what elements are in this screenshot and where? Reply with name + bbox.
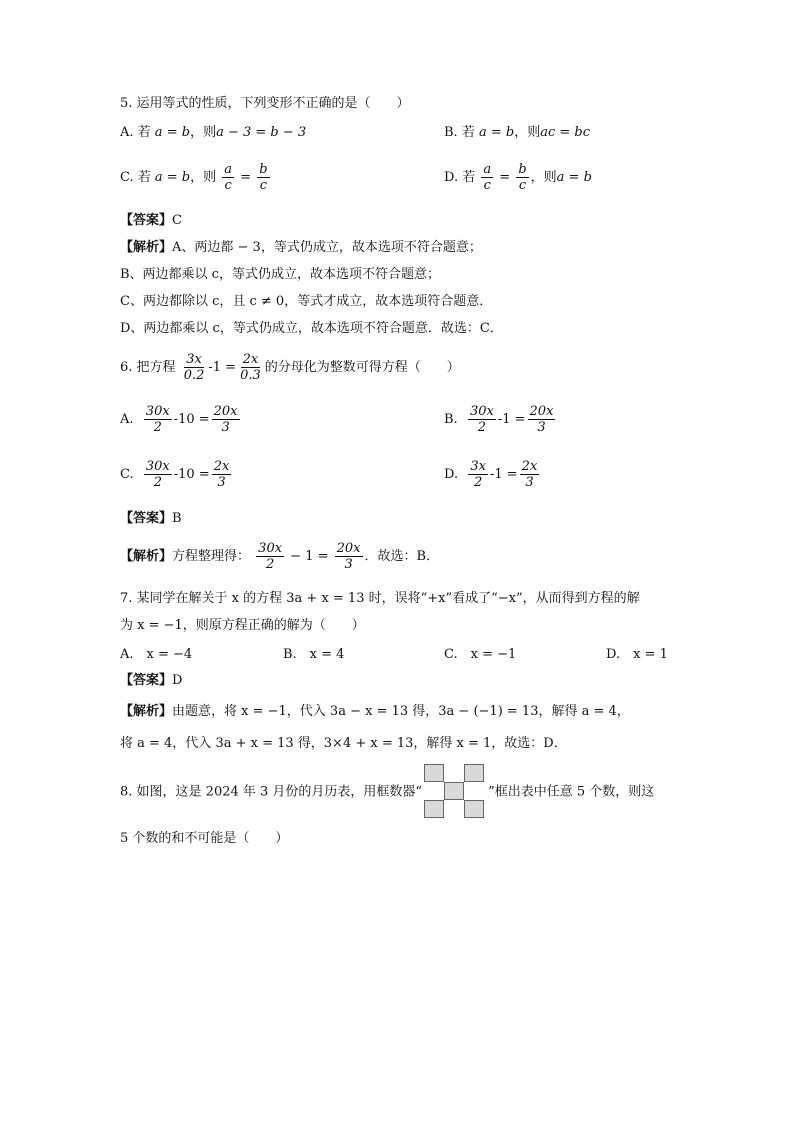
answer-label: 【答案】 <box>120 213 173 228</box>
fraction: $\frac{20x}{3}$ <box>336 541 361 572</box>
cross-frame-icon <box>424 764 486 820</box>
fraction: $\frac{30x}{2}$ <box>145 404 170 435</box>
answer-value: B <box>172 511 182 526</box>
q7-answer <box>120 672 182 690</box>
q8-stem-1: 8. 如图，这是 2024 年 3 月份的月历表，用框数器“ ”框出表中任意 5 个数，则这 <box>120 764 654 821</box>
math-expr: a − 3 = b − 3 <box>216 125 307 140</box>
option-label: D. <box>444 467 459 482</box>
option-label: A. 若 <box>120 125 151 140</box>
fraction: $\frac{20x}{3}$ <box>213 404 238 435</box>
fraction: $\frac{b}{c}$ <box>259 162 268 193</box>
q5-answer <box>120 212 182 230</box>
q7-stem-2: 为 x = −1，则原方程正确的解为（ ） <box>120 618 365 633</box>
fraction: $\frac{30x}{2}$ <box>145 459 170 490</box>
option-label: C. <box>120 467 134 482</box>
fraction: $\frac{20x}{3}$ <box>529 404 554 435</box>
q5-option-a: A. 若 a = b，则a − 3 = b − 3 <box>120 125 307 140</box>
q7-option-d: D. x = 1 <box>606 647 668 662</box>
fraction: $\frac{30x}{2}$ <box>469 404 494 435</box>
analysis-label: 【解析】 <box>120 549 173 564</box>
q5-analysis-4: D、两边都乘以 c，等式仍成立，故本选项不符合题意．故选：C． <box>120 321 503 336</box>
q6-option-c: C. $\frac{30x}{2}$ -10 = $\frac{2x}{3}$ <box>120 459 230 490</box>
q5-option-d: D. 若 $\frac{a}{c}$ = $\frac{b}{c}$ ，则a = b <box>444 162 592 193</box>
math-expr: a = b <box>478 125 515 140</box>
q5-option-b: B. 若 a = b，则ac = bc <box>444 125 591 140</box>
fraction: $\frac{2x}{0.3}$ <box>240 352 261 383</box>
option-label: B. <box>444 412 458 427</box>
q6-answer <box>120 510 182 528</box>
fraction: $\frac{a}{c}$ <box>224 162 233 193</box>
option-label: D. 若 <box>444 170 476 185</box>
fraction: $\frac{2x}{3}$ <box>213 459 230 490</box>
fraction: $\frac{a}{c}$ <box>483 162 492 193</box>
q6-option-d: D. $\frac{3x}{2}$ -1 = $\frac{2x}{3}$ <box>444 459 538 490</box>
q5-analysis-1: 【解析】A、两边都 − 3，等式仍成立，故本选项不符合题意； <box>120 240 482 255</box>
q6-analysis: 【解析】方程整理得： $\frac{30x}{2}$ − 1 = $\frac{20x}{3}$ ．故选：B． <box>120 541 440 572</box>
analysis-label: 【解析】 <box>120 240 173 255</box>
q7-option-c: C. x = −1 <box>444 647 517 662</box>
analysis-label: 【解析】 <box>120 704 173 719</box>
q7-analysis-1: 【解析】由题意，将 x = −1，代入 3a − x = 13 得，3a − (−1) = 13，解得 a = 4， <box>120 704 630 719</box>
fraction: $\frac{2x}{3}$ <box>521 459 538 490</box>
math-expr: a = b <box>154 170 191 185</box>
fraction: $\frac{3x}{0.2}$ <box>183 352 205 383</box>
answer-label: 【答案】 <box>120 673 173 688</box>
q6-option-a: A. $\frac{30x}{2}$ -10 = $\frac{20x}{3}$ <box>120 404 238 435</box>
answer-value: C <box>172 213 182 228</box>
fraction: $\frac{3x}{2}$ <box>470 459 486 490</box>
option-label: C. 若 <box>120 170 151 185</box>
q6-stem: 6. 把方程 $\frac{3x}{0.2}$ -1 = $\frac{2x}{0.3}$ 的分母化为整数可得方程（ ） <box>120 352 460 383</box>
answer-value: D <box>172 673 183 688</box>
q7-option-a: A. x = −4 <box>120 647 193 662</box>
q5-analysis-3: C、两边都除以 c，且 c ≠ 0，等式才成立，故本选项符合题意． <box>120 294 493 309</box>
q6-option-b: B. $\frac{30x}{2}$ -1 = $\frac{20x}{3}$ <box>444 404 554 435</box>
fraction: $\frac{b}{c}$ <box>518 162 527 193</box>
fraction: $\frac{30x}{2}$ <box>258 541 283 572</box>
q7-option-b: B. x = 4 <box>283 647 345 662</box>
math-expr: a <box>154 125 163 140</box>
math-expr: b <box>181 125 191 140</box>
q5-analysis-2: B、两边都乘以 c，等式仍成立，故本选项不符合题意； <box>120 267 440 282</box>
option-label: B. 若 <box>444 125 475 140</box>
q8-stem-2: 5 个数的和不可能是（ ） <box>120 831 289 846</box>
math-expr: ac = bc <box>540 125 591 140</box>
answer-label: 【答案】 <box>120 511 173 526</box>
q7-analysis-2: 将 a = 4，代入 3a + x = 13 得，3×4 + x = 13，解得 x = 1，故选：D． <box>120 736 567 751</box>
math-expr: a = b <box>556 170 592 185</box>
q5-stem: 5. 运用等式的性质，下列变形不正确的是（ ） <box>120 96 410 111</box>
option-label: A. <box>120 412 134 427</box>
q7-stem-1: 7. 某同学在解关于 x 的方程 3a + x = 13 时，误将“+x”看成了“−x”，从而得到方程的解 <box>120 591 640 606</box>
q5-option-c: C. 若 a = b，则 $\frac{a}{c}$ = $\frac{b}{c}$ <box>120 162 268 193</box>
